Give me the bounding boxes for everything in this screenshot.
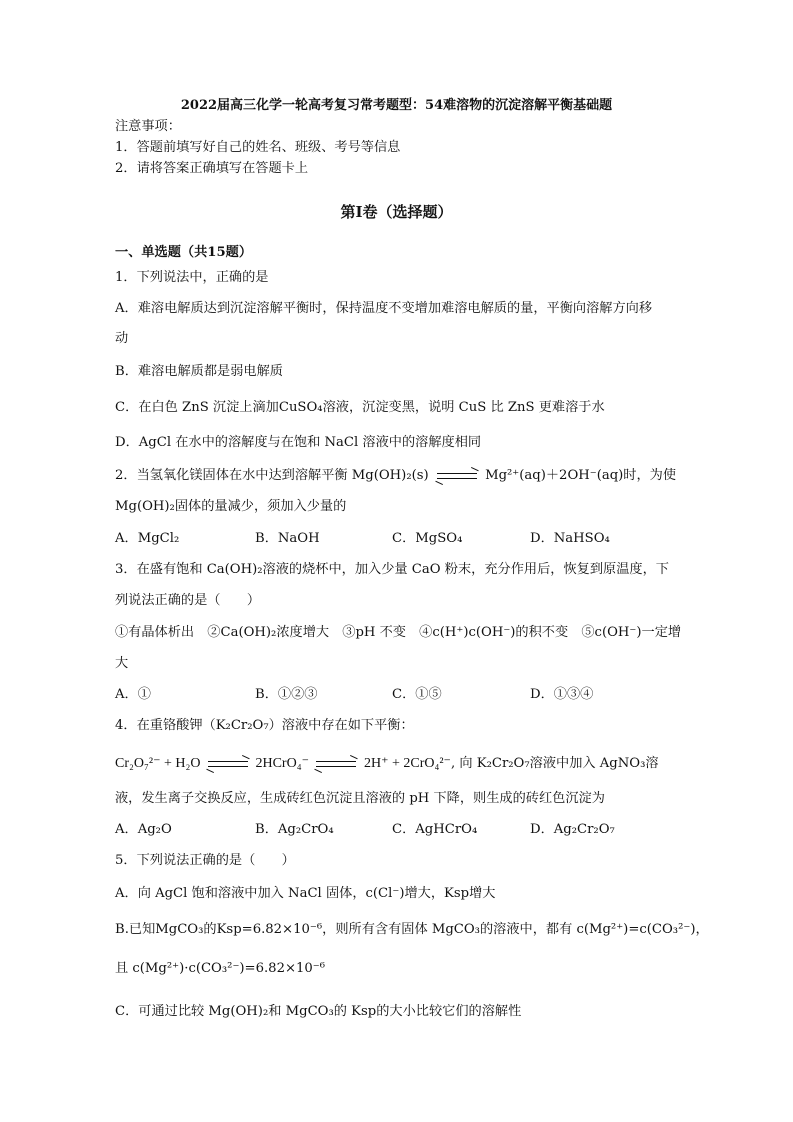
q5-option-b: B.已知MgCO₃的Ksp=6.82×10⁻⁶，则所有含有固体 MgCO₃的溶液中，都有 c(Mg²⁺)=c(CO₃²⁻)， — [115, 922, 709, 937]
equilibrium-arrow-icon — [208, 758, 248, 770]
q2-stem-part-b: Mg²⁺(aq)＋2OH⁻(aq)时，为使 — [485, 468, 677, 483]
q4-stem: 4．在重铬酸钾（K₂Cr₂O₇）溶液中存在如下平衡： — [115, 718, 414, 733]
q4-eq-right: 2H⁺ + 2CrO₄²⁻ — [363, 756, 451, 771]
q1-option-c: C．在白色 ZnS 沉淀上滴加CuSO₄溶液，沉淀变黑，说明 CuS 比 ZnS 更难溶于水 — [115, 400, 605, 415]
page-title: 2022届高三化学一轮高考复习常考题型：54难溶物的沉淀溶解平衡基础题 — [180, 98, 613, 113]
q3-stem-cont: 列说法正确的是（ ） — [115, 593, 261, 608]
q2-stem-part-a: 2．当氢氧化镁固体在水中达到溶解平衡 Mg(OH)₂(s) — [115, 468, 429, 483]
equilibrium-arrow-icon — [316, 758, 356, 770]
section-title: 第I卷（选择题） — [340, 203, 453, 221]
q4-eq-middle: 2HCrO₄⁻ — [255, 756, 309, 771]
q1-option-b: B．难溶电解质都是弱电解质 — [115, 364, 283, 379]
q5-stem: 5．下列说法正确的是（ ） — [115, 853, 295, 868]
q4-option-b: B．Ag₂CrO₄ — [255, 822, 334, 837]
q5-option-b-cont: 且 c(Mg²⁺)·c(CO₃²⁻)=6.82×10⁻⁶ — [115, 961, 326, 976]
notice-item-2: 2．请将答案正确填写在答题卡上 — [115, 161, 309, 176]
q5-option-a: A．向 AgCl 饱和溶液中加入 NaCl 固体，c(Cl⁻)增大，Ksp增大 — [115, 886, 496, 901]
part-heading: 一、单选题（共15题） — [115, 245, 253, 260]
q3-items-cont: 大 — [115, 656, 129, 671]
q4-stem-cont: 液，发生离子交换反应，生成砖红色沉淀且溶液的 pH 下降，则生成的砖红色沉淀为 — [115, 791, 605, 806]
q2-option-a: A．MgCl₂ — [115, 531, 180, 546]
q3-option-b: B．①②③ — [255, 687, 318, 702]
q2-option-b: B．NaOH — [255, 531, 320, 546]
q3-items: ①有晶体析出 ②Ca(OH)₂浓度增大 ③pH 不变 ④c(H⁺)c(OH⁻)的积不变 ⑤c(OH⁻)一定增 — [115, 625, 682, 640]
q4-eq-tail: , 向 K₂Cr₂O₇溶液中加入 AgNO₃溶 — [450, 756, 659, 771]
q3-option-d: D．①③④ — [530, 687, 594, 702]
q4-option-a: A．Ag₂O — [115, 822, 172, 837]
equilibrium-arrow-icon — [437, 470, 477, 482]
q4-option-d: D．Ag₂Cr₂O₇ — [530, 822, 615, 837]
q2-stem-cont: Mg(OH)₂固体的量减少，须加入少量的 — [115, 499, 347, 514]
notice-heading: 注意事项： — [115, 119, 181, 134]
notice-item-1: 1．答题前填写好自己的姓名、班级、考号等信息 — [115, 140, 401, 155]
q2-option-c: C．MgSO₄ — [392, 531, 463, 546]
q4-option-c: C．AgHCrO₄ — [392, 822, 478, 837]
q5-option-c: C．可通过比较 Mg(OH)₂和 MgCO₃的 Ksp的大小比较它们的溶解性 — [115, 1004, 522, 1019]
q3-stem: 3．在盛有饱和 Ca(OH)₂溶液的烧杯中，加入少量 CaO 粉末，充分作用后，恢复到原温度，下 — [115, 562, 669, 577]
q3-option-a: A．① — [115, 687, 151, 702]
q3-option-c: C．①⑤ — [392, 687, 442, 702]
q1-option-a: A．难溶电解质达到沉淀溶解平衡时，保持温度不变增加难溶电解质的量，平衡向溶解方向移 — [115, 301, 653, 316]
q1-stem: 1．下列说法中，正确的是 — [115, 270, 269, 285]
q2-option-d: D．NaHSO₄ — [530, 531, 610, 546]
q2-stem — [115, 467, 676, 485]
q4-eq-left: Cr₂O₇²⁻ + H₂O — [115, 756, 201, 771]
q4-equation — [115, 755, 659, 773]
q1-option-a-cont: 动 — [115, 331, 129, 346]
q1-option-d: D．AgCl 在水中的溶解度与在饱和 NaCl 溶液中的溶解度相同 — [115, 435, 482, 450]
